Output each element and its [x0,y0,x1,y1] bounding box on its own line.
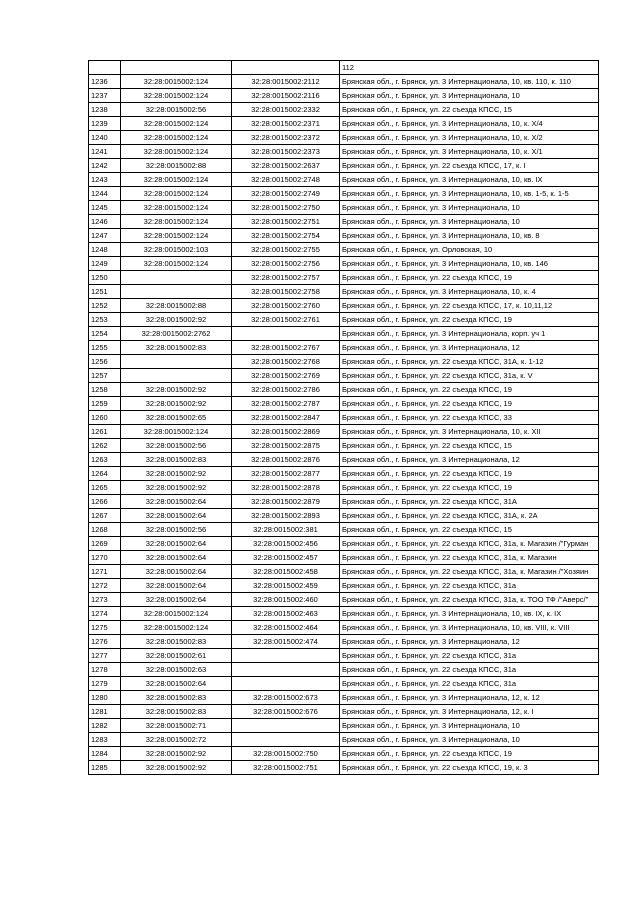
registry-table-body [89,61,599,775]
table-row [89,383,599,397]
table-row [89,607,599,621]
row-number-cell: 1262 [89,439,121,453]
table-row [89,159,599,173]
row-number-cell: 1285 [89,761,121,775]
row-number-cell: 1270 [89,551,121,565]
table-row [89,89,599,103]
table-row [89,719,599,733]
table-row [89,691,599,705]
address-cell: Брянская обл., г. Брянск, ул. 3 Интернационала, 12 [340,453,599,467]
object-number-cell: 32:28:0015002:459 [232,579,340,593]
address-cell: Брянская обл., г. Брянск, ул. 22 съезда КПСС, 19 [340,747,599,761]
address-cell: Брянская обл., г. Брянск, ул. 22 съезда КПСС, 31а, к. Магазин [340,551,599,565]
table-row [89,103,599,117]
table-row [89,453,599,467]
table-row [89,565,599,579]
parcel-number-cell: 32:28:0015002:124 [121,131,232,145]
object-number-cell: 32:28:0015002:2637 [232,159,340,173]
address-cell: Брянская обл., г. Брянск, ул. 22 съезда КПСС, 31а [340,649,599,663]
object-number-cell: 32:28:0015002:2749 [232,187,340,201]
row-number-cell: 1265 [89,481,121,495]
table-row [89,579,599,593]
row-number-cell: 1240 [89,131,121,145]
address-cell: Брянская обл., г. Брянск, ул. 22 съезда КПСС, 33 [340,411,599,425]
row-number-cell: 1284 [89,747,121,761]
object-number-cell: 32:28:0015002:750 [232,747,340,761]
parcel-number-cell: 32:28:0015002:56 [121,523,232,537]
address-cell: Брянская обл., г. Брянск, ул. 22 съезда КПСС, 31а [340,663,599,677]
address-cell: Брянская обл., г. Брянск, ул. 22 съезда КПСС, 19 [340,271,599,285]
table-row [89,145,599,159]
address-cell: Брянская обл., г. Брянск, ул. 22 съезда КПСС, 17, к. I [340,159,599,173]
row-number-cell: 1245 [89,201,121,215]
table-row [89,551,599,565]
parcel-number-cell: 32:28:0015002:103 [121,243,232,257]
address-cell: Брянская обл., г. Брянск, ул. 3 Интернационала, 10, кв. 8 [340,229,599,243]
parcel-number-cell: 32:28:0015002:124 [121,75,232,89]
address-cell: Брянская обл., г. Брянск, ул. 3 Интернационала, 10, кв. 1-5, к. 1-5 [340,187,599,201]
row-number-cell: 1264 [89,467,121,481]
object-number-cell: 32:28:0015002:2761 [232,313,340,327]
table-row [89,425,599,439]
table-row [89,173,599,187]
object-number-cell: 32:28:0015002:2748 [232,173,340,187]
object-number-cell: 32:28:0015002:2877 [232,467,340,481]
address-cell: Брянская обл., г. Брянск, ул. 22 съезда КПСС, 19, к. 3 [340,761,599,775]
table-row [89,677,599,691]
table-row [89,285,599,299]
row-number-cell: 1252 [89,299,121,313]
object-number-cell: 32:28:0015002:2768 [232,355,340,369]
address-cell: Брянская обл., г. Брянск, ул. 22 съезда КПСС, 31А, к. 1-12 [340,355,599,369]
table-row [89,509,599,523]
address-cell: Брянская обл., г. Брянск, ул. 3 Интернационала, корп. уч 1 [340,327,599,341]
object-number-cell [232,733,340,747]
parcel-number-cell: 32:28:0015002:92 [121,481,232,495]
row-number-cell: 1238 [89,103,121,117]
table-row [89,593,599,607]
object-number-cell: 32:28:0015002:2869 [232,425,340,439]
parcel-number-cell: 32:28:0015002:64 [121,593,232,607]
address-cell: Брянская обл., г. Брянск, ул. 3 Интернационала, 10, кв. IX [340,173,599,187]
row-number-cell: 1241 [89,145,121,159]
row-number-cell: 1258 [89,383,121,397]
parcel-number-cell: 32:28:0015002:92 [121,747,232,761]
table-row [89,61,599,75]
object-number-cell: 32:28:0015002:458 [232,565,340,579]
address-cell: Брянская обл., г. Брянск, ул. 3 Интернационала, 10, кв. 146 [340,257,599,271]
table-row [89,257,599,271]
object-number-cell: 32:28:0015002:2371 [232,117,340,131]
table-row [89,75,599,89]
address-cell: Брянская обл., г. Брянск, ул. 22 съезда КПСС, 19 [340,397,599,411]
parcel-number-cell: 32:28:0015002:92 [121,313,232,327]
object-number-cell: 32:28:0015002:673 [232,691,340,705]
object-number-cell: 32:28:0015002:2754 [232,229,340,243]
object-number-cell: 32:28:0015002:2893 [232,509,340,523]
table-row [89,635,599,649]
row-number-cell: 1248 [89,243,121,257]
row-number-cell: 1260 [89,411,121,425]
table-row [89,341,599,355]
address-cell: Брянская обл., г. Брянск, ул. 22 съезда КПСС, 17, к. 10,11,12 [340,299,599,313]
row-number-cell: 1266 [89,495,121,509]
parcel-number-cell: 32:28:0015002:124 [121,607,232,621]
row-number-cell: 1254 [89,327,121,341]
parcel-number-cell: 32:28:0015002:92 [121,383,232,397]
table-row [89,243,599,257]
row-number-cell: 1243 [89,173,121,187]
address-cell: Брянская обл., г. Брянск, ул. 3 Интернационала, 10 [340,733,599,747]
table-row [89,663,599,677]
parcel-number-cell: 32:28:0015002:92 [121,761,232,775]
row-number-cell: 1277 [89,649,121,663]
row-number-cell: 1283 [89,733,121,747]
object-number-cell: 32:28:0015002:2787 [232,397,340,411]
object-number-cell: 32:28:0015002:2875 [232,439,340,453]
table-row [89,649,599,663]
row-number-cell: 1237 [89,89,121,103]
table-row [89,481,599,495]
table-row [89,215,599,229]
object-number-cell [232,327,340,341]
object-number-cell: 32:28:0015002:463 [232,607,340,621]
address-cell: Брянская обл., г. Брянск, ул. 22 съезда КПСС, 31А, к. 2А [340,509,599,523]
parcel-number-cell: 32:28:0015002:61 [121,649,232,663]
row-number-cell: 1242 [89,159,121,173]
table-row [89,369,599,383]
table-row [89,439,599,453]
row-number-cell: 1253 [89,313,121,327]
address-cell: Брянская обл., г. Брянск, ул. 22 съезда КПСС, 19 [340,313,599,327]
parcel-number-cell: 32:28:0015002:83 [121,453,232,467]
table-row [89,397,599,411]
parcel-number-cell [121,271,232,285]
parcel-number-cell: 32:28:0015002:88 [121,299,232,313]
parcel-number-cell: 32:28:0015002:64 [121,565,232,579]
address-cell: Брянская обл., г. Брянск, ул. 3 Интернационала, 10, кв. VIII, к. VIII [340,621,599,635]
table-row [89,621,599,635]
table-row [89,523,599,537]
object-number-cell: 32:28:0015002:457 [232,551,340,565]
address-cell: Брянская обл., г. Брянск, ул. 3 Интернационала, 10, к. Х/1 [340,145,599,159]
parcel-number-cell [121,355,232,369]
table-row [89,733,599,747]
address-cell: Брянская обл., г. Брянск, ул. 3 Интернационала, 10 [340,719,599,733]
row-number-cell: 1273 [89,593,121,607]
object-number-cell: 32:28:0015002:2879 [232,495,340,509]
parcel-number-cell: 32:28:0015002:124 [121,117,232,131]
parcel-number-cell: 32:28:0015002:64 [121,551,232,565]
object-number-cell: 32:28:0015002:2786 [232,383,340,397]
row-number-cell: 1257 [89,369,121,383]
parcel-number-cell: 32:28:0015002:88 [121,159,232,173]
table-row [89,313,599,327]
parcel-number-cell: 32:28:0015002:124 [121,173,232,187]
parcel-number-cell: 32:28:0015002:64 [121,579,232,593]
table-row [89,411,599,425]
object-number-cell: 32:28:0015002:2116 [232,89,340,103]
table-row [89,355,599,369]
address-cell: Брянская обл., г. Брянск, ул. 22 съезда КПСС, 15 [340,103,599,117]
row-number-cell: 1246 [89,215,121,229]
parcel-number-cell: 32:28:0015002:124 [121,229,232,243]
address-cell: Брянская обл., г. Брянск, ул. 3 Интернационала, 12, к. I [340,705,599,719]
row-number-cell: 1268 [89,523,121,537]
object-number-cell: 32:28:0015002:381 [232,523,340,537]
parcel-number-cell: 32:28:0015002:64 [121,495,232,509]
object-number-cell [232,719,340,733]
row-number-cell: 1255 [89,341,121,355]
row-number-cell: 1244 [89,187,121,201]
object-number-cell: 32:28:0015002:2332 [232,103,340,117]
table-row [89,299,599,313]
row-number-cell: 1236 [89,75,121,89]
parcel-number-cell: 32:28:0015002:83 [121,691,232,705]
address-cell: Брянская обл., г. Брянск, ул. 3 Интернационала, 10, к. Х/4 [340,117,599,131]
row-number-cell: 1259 [89,397,121,411]
object-number-cell: 32:28:0015002:2760 [232,299,340,313]
parcel-number-cell: 32:28:0015002:64 [121,537,232,551]
object-number-cell [232,649,340,663]
row-number-cell: 1272 [89,579,121,593]
parcel-number-cell: 32:28:0015002:83 [121,341,232,355]
parcel-number-cell: 32:28:0015002:124 [121,257,232,271]
address-cell: Брянская обл., г. Брянск, ул. 22 съезда КПСС, 19 [340,383,599,397]
address-cell: Брянская обл., г. Брянск, ул. 3 Интернационала, 10, к. Х/2 [340,131,599,145]
object-number-cell: 32:28:0015002:2876 [232,453,340,467]
address-cell: Брянская обл., г. Брянск, ул. 22 съезда КПСС, 31а [340,579,599,593]
object-number-cell: 32:28:0015002:474 [232,635,340,649]
parcel-number-cell: 32:28:0015002:72 [121,733,232,747]
row-number-cell: 1247 [89,229,121,243]
address-cell: Брянская обл., г. Брянск, ул. 22 съезда КПСС, 19 [340,481,599,495]
parcel-number-cell: 32:28:0015002:2762 [121,327,232,341]
parcel-number-cell: 32:28:0015002:65 [121,411,232,425]
parcel-number-cell [121,61,232,75]
row-number-cell: 1279 [89,677,121,691]
parcel-number-cell: 32:28:0015002:92 [121,397,232,411]
parcel-number-cell: 32:28:0015002:64 [121,677,232,691]
object-number-cell: 32:28:0015002:456 [232,537,340,551]
table-row [89,271,599,285]
address-cell: Брянская обл., г. Брянск, ул. 3 Интернационала, 12, к. 12 [340,691,599,705]
address-cell: Брянская обл., г. Брянск, ул. 22 съезда КПСС, 31а, к. V [340,369,599,383]
row-number-cell: 1250 [89,271,121,285]
address-cell: Брянская обл., г. Брянск, ул. 22 съезда КПСС, 19 [340,467,599,481]
parcel-number-cell: 32:28:0015002:124 [121,145,232,159]
object-number-cell: 32:28:0015002:2847 [232,411,340,425]
object-number-cell: 32:28:0015002:676 [232,705,340,719]
address-cell: Брянская обл., г. Брянск, ул. 3 Интернационала, 12 [340,341,599,355]
object-number-cell: 32:28:0015002:460 [232,593,340,607]
address-cell: Брянская обл., г. Брянск, ул. 22 съезда КПСС, 15 [340,439,599,453]
parcel-number-cell: 32:28:0015002:124 [121,425,232,439]
object-number-cell: 32:28:0015002:464 [232,621,340,635]
parcel-number-cell: 32:28:0015002:56 [121,439,232,453]
table-row [89,495,599,509]
address-cell: Брянская обл., г. Брянск, ул. 3 Интернационала, 10, кв. 110, к. 110 [340,75,599,89]
object-number-cell: 32:28:0015002:2372 [232,131,340,145]
object-number-cell: 32:28:0015002:2767 [232,341,340,355]
table-row [89,117,599,131]
object-number-cell: 32:28:0015002:2755 [232,243,340,257]
address-cell: Брянская обл., г. Брянск, ул. 3 Интернационала, 10 [340,89,599,103]
row-number-cell: 1251 [89,285,121,299]
address-cell: Брянская обл., г. Брянск, ул. 3 Интернационала, 10 [340,215,599,229]
object-number-cell: 32:28:0015002:2112 [232,75,340,89]
table-row [89,467,599,481]
parcel-number-cell: 32:28:0015002:124 [121,215,232,229]
table-row [89,187,599,201]
row-number-cell: 1274 [89,607,121,621]
parcel-number-cell: 32:28:0015002:92 [121,467,232,481]
row-number-cell: 1256 [89,355,121,369]
address-cell: Брянская обл., г. Брянск, ул. 22 съезда КПСС, 15 [340,523,599,537]
row-number-cell: 1269 [89,537,121,551]
parcel-number-cell: 32:28:0015002:64 [121,509,232,523]
row-number-cell: 1249 [89,257,121,271]
address-cell: Брянская обл., г. Брянск, ул. 3 Интернационала, 10, к. 4 [340,285,599,299]
parcel-number-cell: 32:28:0015002:124 [121,89,232,103]
address-cell: Брянская обл., г. Брянск, ул. 22 съезда КПСС, 31а, к. Магазин /"Хозяин [340,565,599,579]
parcel-number-cell: 32:28:0015002:124 [121,201,232,215]
parcel-number-cell: 32:28:0015002:63 [121,663,232,677]
object-number-cell: 32:28:0015002:2373 [232,145,340,159]
object-number-cell: 32:28:0015002:2757 [232,271,340,285]
registry-table [88,60,599,775]
table-row [89,229,599,243]
object-number-cell [232,61,340,75]
table-row [89,747,599,761]
parcel-number-cell: 32:28:0015002:83 [121,705,232,719]
row-number-cell: 1267 [89,509,121,523]
row-number-cell: 1263 [89,453,121,467]
object-number-cell: 32:28:0015002:2751 [232,215,340,229]
table-row [89,201,599,215]
row-number-cell [89,61,121,75]
parcel-number-cell: 32:28:0015002:71 [121,719,232,733]
row-number-cell: 1275 [89,621,121,635]
row-number-cell: 1282 [89,719,121,733]
parcel-number-cell: 32:28:0015002:56 [121,103,232,117]
address-cell: Брянская обл., г. Брянск, ул. 3 Интернационала, 10, к. XII [340,425,599,439]
object-number-cell [232,677,340,691]
parcel-number-cell: 32:28:0015002:83 [121,635,232,649]
object-number-cell: 32:28:0015002:751 [232,761,340,775]
object-number-cell: 32:28:0015002:2758 [232,285,340,299]
row-number-cell: 1278 [89,663,121,677]
table-row [89,327,599,341]
parcel-number-cell [121,369,232,383]
address-cell: Брянская обл., г. Брянск, ул. 3 Интернационала, 10 [340,201,599,215]
object-number-cell [232,663,340,677]
row-number-cell: 1261 [89,425,121,439]
object-number-cell: 32:28:0015002:2878 [232,481,340,495]
table-row [89,705,599,719]
address-cell: Брянская обл., г. Брянск, ул. 22 съезда КПСС, 31а, к. Магазин /"Гурман [340,537,599,551]
table-row [89,131,599,145]
parcel-number-cell: 32:28:0015002:124 [121,187,232,201]
object-number-cell: 32:28:0015002:2756 [232,257,340,271]
address-cell: 112 [340,61,599,75]
row-number-cell: 1276 [89,635,121,649]
row-number-cell: 1271 [89,565,121,579]
address-cell: Брянская обл., г. Брянск, ул. 22 съезда КПСС, 31а [340,677,599,691]
address-cell: Брянская обл., г. Брянск, ул. 22 съезда КПСС, 31а, к. ТОО ТФ /"Аверс/" [340,593,599,607]
row-number-cell: 1280 [89,691,121,705]
address-cell: Брянская обл., г. Брянск, ул. 3 Интернационала, 12 [340,635,599,649]
parcel-number-cell: 32:28:0015002:124 [121,621,232,635]
address-cell: Брянская обл., г. Брянск, ул. Орловская, 10 [340,243,599,257]
object-number-cell: 32:28:0015002:2750 [232,201,340,215]
object-number-cell: 32:28:0015002:2769 [232,369,340,383]
row-number-cell: 1239 [89,117,121,131]
table-row [89,761,599,775]
address-cell: Брянская обл., г. Брянск, ул. 3 Интернационала, 10, кв. IX, к. IX [340,607,599,621]
parcel-number-cell [121,285,232,299]
table-row [89,537,599,551]
address-cell: Брянская обл., г. Брянск, ул. 22 съезда КПСС, 31А [340,495,599,509]
row-number-cell: 1281 [89,705,121,719]
